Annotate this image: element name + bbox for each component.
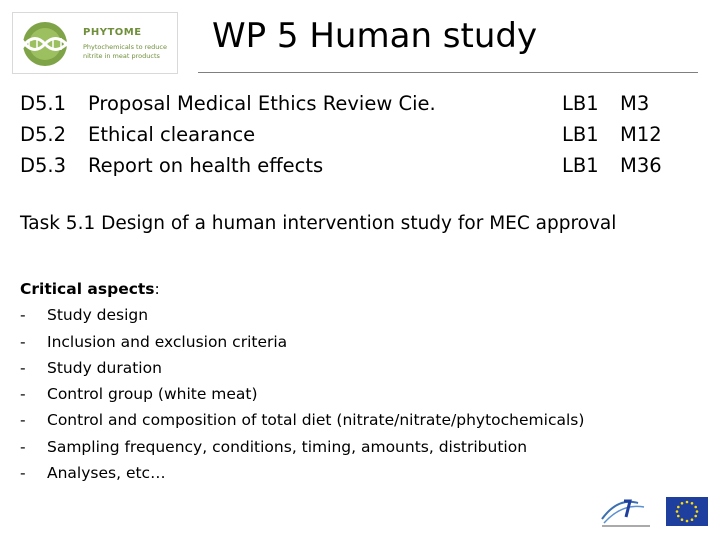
deliverable-text: Proposal Medical Ethics Review Cie.	[88, 92, 436, 115]
bullet-dash: -	[20, 464, 26, 483]
bullet-dash: -	[20, 385, 26, 404]
page-title: WP 5 Human study	[212, 16, 538, 56]
bullet-dash: -	[20, 358, 26, 377]
deliverable-text: Report on health effects	[88, 154, 324, 177]
list-item	[20, 460, 166, 486]
deliverable-code: D5.1	[20, 92, 67, 115]
deliverable-row	[20, 119, 680, 150]
list-item-text: Control and composition of total diet (nitrate/nitrate/phytochemicals)	[47, 411, 585, 430]
bullet-dash: -	[20, 411, 26, 430]
deliverables-list	[20, 88, 680, 181]
critical-heading-text: Critical aspects	[20, 280, 155, 298]
logo-name: PHYTOME	[83, 27, 142, 38]
deliverable-lead: LB1	[562, 154, 599, 177]
list-item	[20, 407, 585, 433]
list-item-text: Control group (white meat)	[47, 385, 258, 404]
critical-aspects	[20, 276, 585, 486]
deliverable-lead: LB1	[562, 123, 599, 146]
critical-heading-colon: :	[154, 280, 160, 298]
list-item-text: Study duration	[47, 358, 162, 377]
bullet-dash: -	[20, 332, 26, 351]
deliverable-month: M3	[620, 92, 650, 115]
eu-flag-icon	[666, 497, 708, 526]
list-item	[20, 381, 258, 407]
deliverable-text: Ethical clearance	[88, 123, 256, 146]
task-heading: Task 5.1 Design of a human intervention study for MEC approval	[20, 213, 617, 234]
deliverable-code: D5.2	[20, 123, 67, 146]
deliverable-row	[20, 88, 680, 119]
fp7-logo-icon	[598, 495, 654, 533]
critical-aspects-heading	[20, 276, 160, 302]
phytome-logo	[12, 12, 178, 74]
deliverable-code: D5.3	[20, 154, 67, 177]
list-item-text: Inclusion and exclusion criteria	[47, 332, 288, 351]
title-divider	[198, 72, 698, 73]
deliverable-lead: LB1	[562, 92, 599, 115]
bullet-dash: -	[20, 437, 26, 456]
logo-tagline: Phytochemicals to reduce nitrite in meat products	[83, 43, 167, 60]
bullet-dash: -	[20, 306, 26, 325]
list-item-text: Study design	[47, 306, 149, 325]
deliverable-month: M36	[620, 154, 662, 177]
list-item-text: Sampling frequency, conditions, timing, amounts, distribution	[47, 437, 528, 456]
list-item	[20, 329, 288, 355]
list-item	[20, 302, 160, 328]
list-item	[20, 355, 160, 381]
deliverable-row	[20, 150, 680, 181]
list-item-text: Analyses, etc…	[47, 464, 166, 483]
list-item	[20, 434, 528, 460]
dna-helix-icon	[17, 19, 79, 69]
deliverable-month: M12	[620, 123, 662, 146]
